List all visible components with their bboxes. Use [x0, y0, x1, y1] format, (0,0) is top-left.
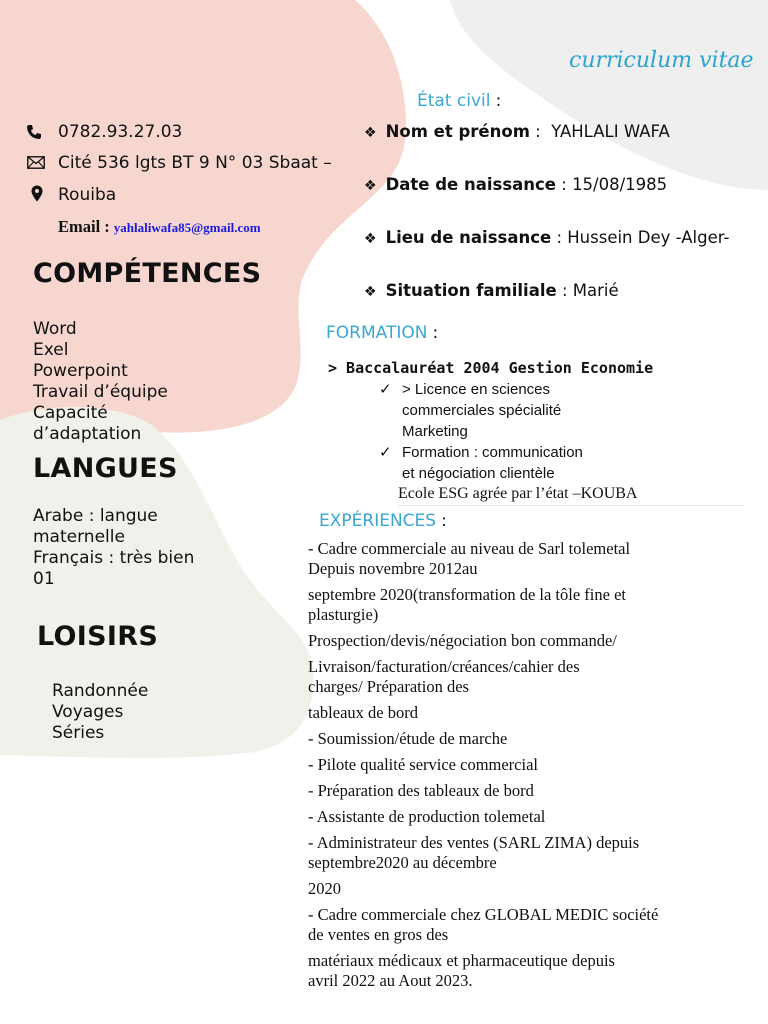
loisirs-list	[52, 681, 148, 744]
experience-paragraph	[308, 781, 708, 801]
line: - Administrateur des ventes (SARL ZIMA) depuis	[308, 833, 640, 852]
list-item: Travail d’équipe	[33, 382, 168, 402]
civil-label: Date de naissance	[385, 175, 556, 194]
civil-sep: :	[556, 281, 573, 300]
email-link[interactable]: yahlaliwafa85@gmail.com	[113, 220, 261, 235]
line: - Pilote qualité service commercial	[308, 755, 538, 774]
langues-list	[33, 506, 194, 590]
line: septembre2020 au décembre	[308, 853, 497, 872]
email-label: Email :	[58, 217, 110, 236]
address-line-1: Cité 536 lgts BT 9 N° 03 Sbaat –	[58, 153, 332, 173]
line: charges/ Préparation des	[308, 677, 469, 696]
line: - Cadre commerciale chez GLOBAL MEDIC société	[308, 905, 659, 924]
list-item: Randonnée	[52, 681, 149, 701]
civil-value: 15/08/1985	[572, 175, 668, 194]
competences-heading: COMPÉTENCES	[33, 258, 262, 289]
etat-civil-heading-row	[417, 91, 501, 111]
list-item: Arabe : langue	[33, 506, 158, 526]
experience-paragraph	[308, 807, 708, 827]
experience-paragraph	[308, 755, 708, 775]
diamond-bullet-icon: ❖	[364, 178, 377, 194]
experience-paragraph	[308, 703, 708, 723]
formation-line: Formation : communication	[402, 444, 583, 461]
envelope-icon	[27, 156, 45, 169]
civil-label: Lieu de naissance	[385, 228, 552, 247]
civil-row-nom	[364, 122, 670, 141]
civil-row-situation	[364, 281, 619, 300]
list-item: Séries	[52, 723, 105, 743]
line: matériaux médicaux et pharmaceutique depuis	[308, 951, 615, 970]
line: septembre 2020(transformation de la tôle fine et	[308, 585, 626, 604]
civil-sep: :	[551, 228, 568, 247]
diamond-bullet-icon: ❖	[364, 125, 377, 141]
experience-paragraph	[308, 585, 708, 625]
list-item: Powerpoint	[33, 361, 128, 381]
list-item: 01	[33, 569, 55, 589]
list-item: Français : très bien	[33, 548, 195, 568]
competences-list	[33, 319, 168, 445]
list-item: Capacité	[33, 403, 108, 423]
line: - Assistante de production tolemetal	[308, 807, 546, 826]
civil-label: Nom et prénom	[385, 122, 530, 141]
civil-value: Hussein Dey -Alger-	[567, 228, 730, 247]
formation-licence	[402, 379, 561, 442]
civil-sep: :	[529, 122, 552, 141]
line: avril 2022 au Aout 2023.	[308, 971, 473, 990]
loisirs-heading: LOISIRS	[37, 621, 159, 652]
check-icon: ✓	[379, 444, 392, 461]
formation-ecole: Ecole ESG agrée par l’état –KOUBA	[398, 485, 638, 502]
line: - Préparation des tableaux de bord	[308, 781, 534, 800]
experiences-list	[308, 539, 708, 997]
line: plasturgie)	[308, 605, 379, 624]
phone-number: 0782.93.27.03	[58, 122, 183, 142]
formation-heading: FORMATION	[326, 323, 428, 343]
civil-row-date	[364, 175, 667, 194]
experience-paragraph	[308, 657, 708, 697]
civil-value: YAHLALI WAFA	[551, 122, 670, 141]
list-item: Voyages	[52, 702, 124, 722]
formation-communication	[402, 442, 583, 484]
formation-heading-row	[326, 323, 438, 343]
civil-value: Marié	[572, 281, 619, 300]
email-row	[58, 217, 261, 237]
experience-paragraph	[308, 879, 708, 899]
experience-paragraph	[308, 833, 708, 873]
experiences-heading-row	[319, 511, 447, 531]
formation-bac: > Baccalauréat 2004 Gestion Economie	[328, 359, 654, 377]
line: - Soumission/étude de marche	[308, 729, 508, 748]
formation-line: et négociation clientèle	[402, 465, 555, 482]
heading-colon: :	[441, 511, 447, 531]
line: tableaux de bord	[308, 703, 418, 722]
experience-paragraph	[308, 951, 708, 991]
experiences-heading: EXPÉRIENCES	[319, 511, 437, 531]
experience-paragraph	[308, 729, 708, 749]
phone-icon	[26, 124, 42, 140]
civil-label: Situation familiale	[385, 281, 557, 300]
line: - Cadre commerciale au niveau de Sarl tolemetal	[308, 539, 631, 558]
line: Prospection/devis/négociation bon commande/	[308, 631, 617, 650]
civil-row-lieu	[364, 228, 729, 247]
list-item: Word	[33, 319, 77, 339]
licence-line: commerciales spécialité	[402, 402, 562, 419]
line: Livraison/facturation/créances/cahier des	[308, 657, 580, 676]
heading-colon: :	[432, 323, 439, 343]
langues-heading: LANGUES	[33, 453, 178, 484]
line: Depuis novembre 2012au	[308, 559, 478, 578]
experience-paragraph	[308, 631, 708, 651]
experience-paragraph	[308, 905, 708, 945]
list-item: d’adaptation	[33, 424, 142, 444]
list-item: maternelle	[33, 527, 125, 547]
experience-paragraph	[308, 539, 708, 579]
location-pin-icon	[31, 185, 43, 202]
civil-sep: :	[556, 175, 573, 194]
address-line-2: Rouiba	[58, 185, 117, 205]
divider	[398, 505, 744, 506]
page-title: curriculum vitae	[569, 48, 754, 73]
diamond-bullet-icon: ❖	[364, 231, 377, 247]
line: 2020	[308, 879, 341, 898]
list-item: Exel	[33, 340, 69, 360]
licence-line: Marketing	[402, 423, 468, 440]
etat-civil-heading: État civil	[417, 91, 491, 111]
heading-colon: :	[495, 91, 502, 111]
licence-line: > Licence en sciences	[402, 381, 551, 398]
line: de ventes en gros des	[308, 925, 449, 944]
diamond-bullet-icon: ❖	[364, 284, 377, 300]
check-icon: ✓	[379, 381, 392, 398]
